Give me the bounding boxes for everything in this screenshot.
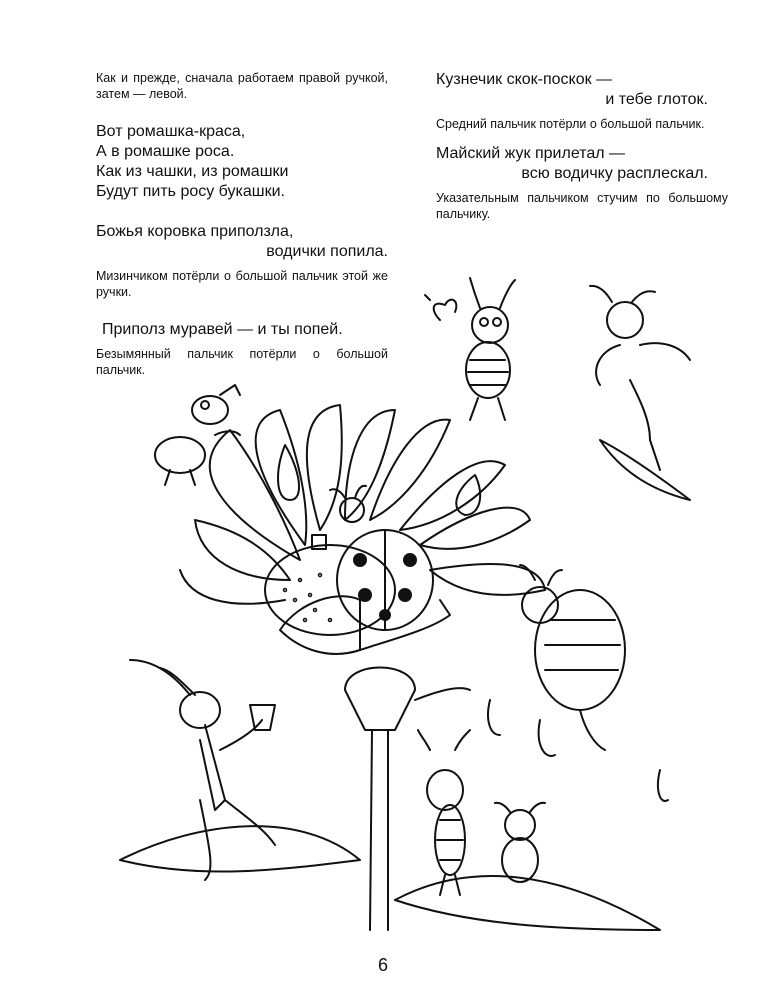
splash-icon — [488, 700, 500, 735]
verse-line: Майский жук прилетал — — [436, 145, 626, 162]
verse-line: Кузнечик скок-поскок — — [436, 71, 613, 88]
verse-line: А в ромашке роса. — [96, 143, 235, 160]
instruction-little-finger: Мизинчиком потёрли о большой пальчик этой же ручки. — [96, 269, 388, 299]
instruction-ring-finger: Безымянный пальчик потёрли о большой пальчик. — [96, 347, 388, 377]
verse-line: Приполз муравей — и ты попей. — [102, 321, 343, 338]
verse-line: Божья коровка приползла, — [96, 223, 294, 240]
verse-line: Как из чашки, из ромашки — [96, 163, 289, 180]
bee-icon — [418, 730, 470, 895]
leaf-icon — [395, 876, 660, 930]
intro-instruction: Как и прежде, сначала работаем правой ручкой, затем — левой. — [96, 71, 388, 101]
bee-on-flower-icon — [590, 286, 690, 500]
verse-beetle — [436, 144, 728, 184]
flower-petals-icon — [180, 405, 545, 654]
grasshopper-with-lily-icon — [425, 278, 515, 420]
verse-line: водички попила. — [266, 243, 388, 260]
verse-line: Будут пить росу букашки. — [96, 183, 285, 200]
flower-stem-icon — [345, 668, 470, 931]
leaf-icon — [120, 826, 360, 871]
ladybug-icon — [312, 486, 433, 630]
insects-flower-illustration — [0, 270, 766, 950]
verse-grasshopper — [436, 70, 728, 110]
splash-icon — [658, 770, 668, 801]
verse-ladybug — [96, 222, 388, 262]
verse-line: и тебе глоток. — [605, 91, 708, 108]
right-column — [436, 70, 728, 222]
verse-line: всю водичку расплескал. — [521, 165, 708, 182]
ant-icon — [155, 385, 240, 485]
verse-line: Вот ромашка-краса, — [96, 123, 246, 140]
small-bug-icon — [495, 803, 545, 882]
instruction-middle-finger: Средний пальчик потёрли о большой пальчик. — [436, 117, 705, 131]
page-number: 6 — [377, 955, 388, 975]
splash-icon — [539, 720, 555, 756]
instruction-index-finger: Указательным пальчиком стучим по большому пальчику. — [436, 191, 728, 221]
water-drop-icon — [278, 445, 299, 500]
verse-chamomile — [96, 122, 388, 202]
